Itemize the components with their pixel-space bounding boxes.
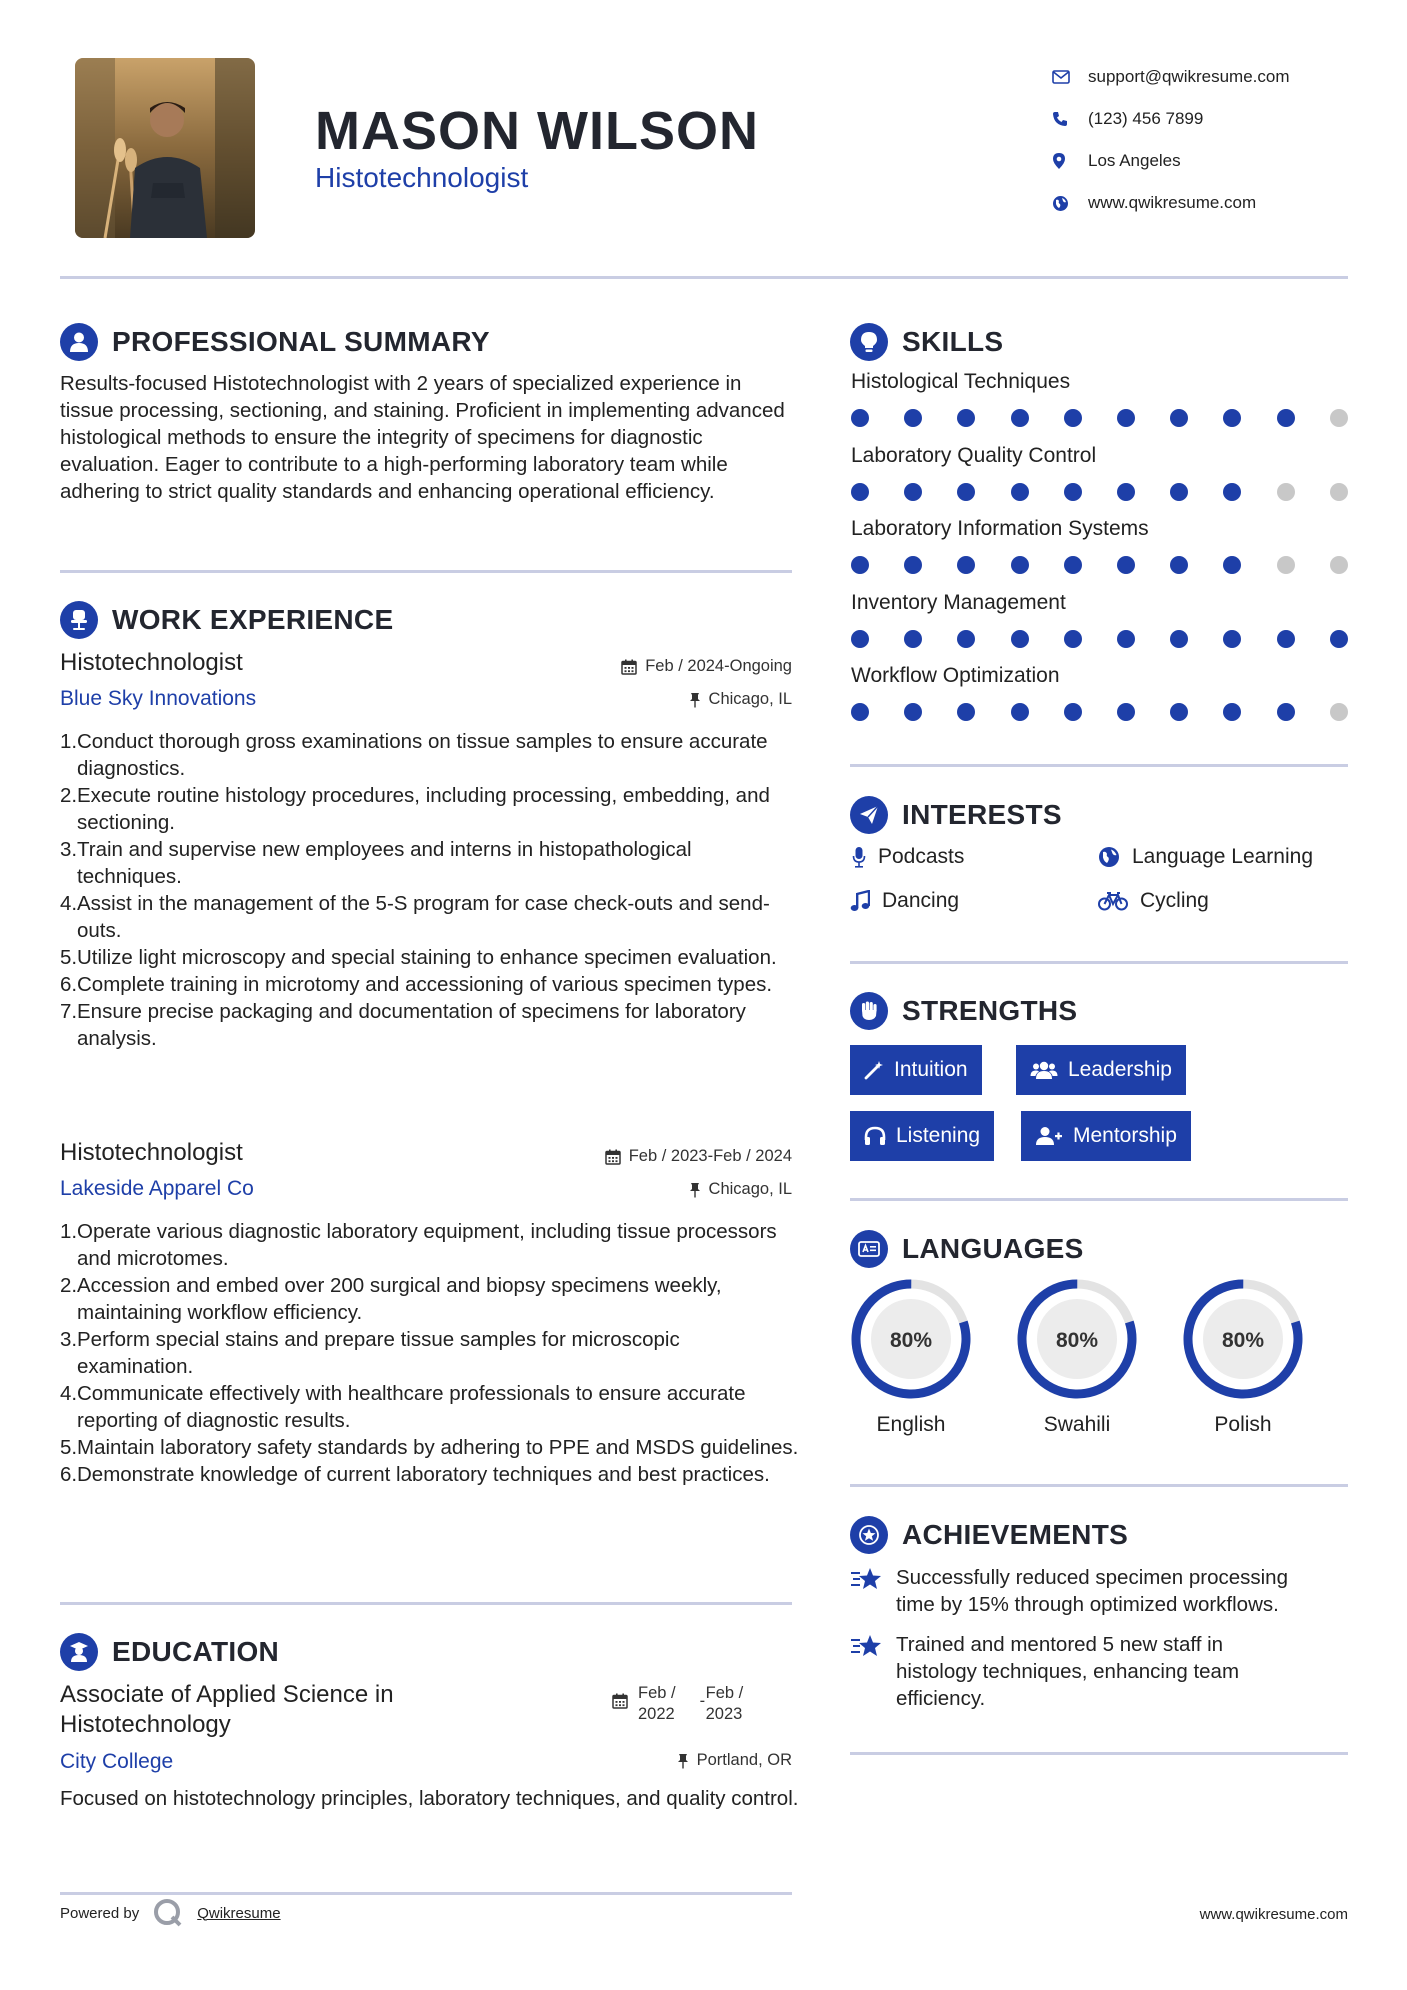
qwikresume-logo-icon xyxy=(153,1898,183,1928)
language-percent: 80% xyxy=(1055,1329,1099,1352)
calendar-icon xyxy=(612,1693,628,1709)
achievement-item-1: Successfully reduced specimen processing time by 15% through optimized workflows. xyxy=(850,1564,1350,1618)
skill-dot-filled xyxy=(1223,409,1241,427)
list-item: Complete training in microtomy and accessioning of various specimen types. xyxy=(77,973,773,996)
pushpin-icon xyxy=(677,1753,689,1769)
skill-dot-filled xyxy=(957,703,975,721)
skill-rating xyxy=(851,556,1348,574)
graduate-icon xyxy=(68,1641,90,1663)
skill-dot-filled xyxy=(1117,483,1135,501)
skill-name: Inventory Management xyxy=(851,590,1066,614)
list-item: Communicate effectively with healthcare professionals to ensure accurate reporting of diagnostic results. xyxy=(77,1382,746,1432)
job-2-company: Lakeside Apparel Co xyxy=(60,1177,254,1200)
user-plus-icon xyxy=(1035,1126,1063,1146)
strengths-divider xyxy=(850,1198,1348,1201)
summary-divider xyxy=(60,570,792,573)
skills-divider xyxy=(850,764,1348,767)
qwikresume-link[interactable]: Qwikresume xyxy=(197,1904,281,1922)
contact-location-text: Los Angeles xyxy=(1088,151,1181,170)
list-item: Maintain laboratory safety standards by adhering to PPE and MSDS guidelines. xyxy=(77,1436,799,1459)
skill-dot-filled xyxy=(1011,409,1029,427)
skill-dot-filled xyxy=(851,556,869,574)
education-dates: Feb / 2022 - Feb / 2023 xyxy=(612,1683,747,1725)
skills-heading: SKILLS xyxy=(850,323,1003,361)
language-percent: 80% xyxy=(889,1329,933,1352)
skill-rating xyxy=(851,409,1348,427)
skill-dot-empty xyxy=(1330,409,1348,427)
job-2-title: Histotechnologist xyxy=(60,1139,243,1166)
education-location: Portland, OR xyxy=(480,1751,792,1770)
skill-dot-empty xyxy=(1277,483,1295,501)
skill-dot-filled xyxy=(1277,409,1295,427)
language-ring xyxy=(1180,1276,1306,1402)
strength-tag-listening: Listening xyxy=(850,1111,994,1161)
users-icon xyxy=(1030,1060,1058,1080)
headphones-icon xyxy=(864,1126,886,1146)
skill-dot-empty xyxy=(1330,556,1348,574)
skill-dot-filled xyxy=(851,409,869,427)
language-ring xyxy=(848,1276,974,1402)
skill-name: Laboratory Information Systems xyxy=(851,517,1149,540)
education-description: Focused on histotechnology principles, laboratory techniques, and quality control. xyxy=(60,1787,799,1810)
skill-dot-filled xyxy=(1170,409,1188,427)
achievements-divider xyxy=(850,1752,1348,1755)
skill-dot-filled xyxy=(1277,630,1295,648)
calendar-icon xyxy=(605,1149,621,1165)
star-badge-icon xyxy=(858,1524,880,1546)
powered-by: Powered by Qwikresume xyxy=(60,1898,281,1928)
language-name: English xyxy=(876,1413,946,1436)
skill-dot-filled xyxy=(1064,556,1082,574)
skill-dot-filled xyxy=(904,409,922,427)
magic-wand-icon xyxy=(864,1060,884,1080)
skill-dot-filled xyxy=(957,409,975,427)
experience-divider xyxy=(60,1602,792,1605)
contact-website[interactable] xyxy=(1050,182,1380,224)
list-item: Utilize light microscopy and special staining to enhance specimen evaluation. xyxy=(77,946,777,969)
summary-heading: PROFESSIONAL SUMMARY xyxy=(60,323,490,361)
strength-tag-leadership: Leadership xyxy=(1016,1045,1186,1095)
candidate-name: MASON WILSON xyxy=(315,101,759,161)
strengths-heading: STRENGTHS xyxy=(850,992,1077,1030)
achievements-heading: ACHIEVEMENTS xyxy=(850,1516,1128,1554)
skill-name: Histological Techniques xyxy=(851,370,1071,393)
languages-heading: LANGUAGES xyxy=(850,1230,1084,1268)
job-2-bullets xyxy=(60,1218,800,1488)
job-1-location: Chicago, IL xyxy=(480,690,792,709)
list-item: Accession and embed over 200 surgical and biopsy specimens weekly, maintaining workflow efficiency. xyxy=(77,1274,722,1324)
contact-email[interactable] xyxy=(1050,56,1380,98)
skill-dot-filled xyxy=(851,483,869,501)
skill-dot-filled xyxy=(1064,409,1082,427)
phone-icon xyxy=(1052,111,1068,127)
achievement-item-2: Trained and mentored 5 new staff in histology techniques, enhancing team efficiency. xyxy=(850,1631,1350,1712)
footer-divider xyxy=(60,1892,792,1895)
skill-dot-filled xyxy=(1064,483,1082,501)
skill-rating xyxy=(851,703,1348,721)
skill-dot-filled xyxy=(1011,556,1029,574)
bicycle-icon xyxy=(1098,891,1128,911)
pushpin-icon xyxy=(689,1182,701,1198)
skill-dot-filled xyxy=(851,703,869,721)
candidate-title: Histotechnologist xyxy=(315,162,529,193)
skill-dot-filled xyxy=(904,630,922,648)
job-2-dates: Feb / 2023-Feb / 2024 xyxy=(480,1147,792,1166)
list-item: Conduct thorough gross examinations on tissue samples to ensure accurate diagnostics. xyxy=(77,730,768,780)
globe-icon xyxy=(1098,846,1120,868)
skill-dot-filled xyxy=(1277,703,1295,721)
skill-dot-filled xyxy=(1011,630,1029,648)
skill-name: Workflow Optimization xyxy=(851,664,1060,687)
interests-heading: INTERESTS xyxy=(850,796,1062,834)
lightbulb-icon xyxy=(860,331,878,353)
language-percent: 80% xyxy=(1221,1329,1265,1352)
interest-cycling: Cycling xyxy=(1098,889,1209,913)
profile-photo xyxy=(75,58,255,238)
header-divider xyxy=(60,276,1348,279)
skill-dot-filled xyxy=(904,483,922,501)
contact-phone-text: (123) 456 7899 xyxy=(1088,109,1204,128)
fist-icon xyxy=(859,1000,879,1022)
music-note-icon xyxy=(850,890,870,912)
skill-rating xyxy=(851,483,1348,501)
list-item: Assist in the management of the 5-S program for case check-outs and send-outs. xyxy=(77,892,770,942)
footer-site-link[interactable]: www.qwikresume.com xyxy=(1199,1906,1348,1923)
job-1-title: Histotechnologist xyxy=(60,649,243,676)
paper-plane-icon xyxy=(859,805,879,825)
map-pin-icon xyxy=(1052,152,1066,170)
skill-dot-empty xyxy=(1330,703,1348,721)
list-item: Operate various diagnostic laboratory equipment, including tissue processors and microtomes. xyxy=(77,1220,777,1270)
skill-dot-filled xyxy=(957,483,975,501)
skill-dot-filled xyxy=(1117,409,1135,427)
summary-text: Results-focused Histotechnologist with 2 years of specialized experience in tissue processing, sectioning, and staining. Proficient in implementing advanced histological methods to ensure the integrity of specimens for diagnostic evaluation. Eager to contribute to a high-performing laboratory team while adhering to strict quality standards and enhancing operational efficiency. xyxy=(60,372,785,503)
skill-dot-filled xyxy=(1011,483,1029,501)
strength-tag-mentorship: Mentorship xyxy=(1021,1111,1191,1161)
skill-dot-filled xyxy=(1223,630,1241,648)
language-name: Polish xyxy=(1214,1413,1272,1436)
interest-dancing: Dancing xyxy=(850,889,959,913)
interest-podcasts: Podcasts xyxy=(852,845,964,869)
list-item: Perform special stains and prepare tissue samples for microscopic examination. xyxy=(77,1328,680,1378)
skill-rating xyxy=(851,630,1348,648)
list-item: Ensure precise packaging and documentation of specimens for laboratory analysis. xyxy=(77,1000,746,1050)
skill-name: Laboratory Quality Control xyxy=(851,443,1097,467)
skill-dot-filled xyxy=(1064,630,1082,648)
skill-dot-empty xyxy=(1277,556,1295,574)
language-gauge xyxy=(1014,1276,1140,1407)
contact-list xyxy=(1050,56,1380,224)
language-card-icon xyxy=(858,1240,880,1258)
skill-dot-filled xyxy=(1170,483,1188,501)
education-heading: EDUCATION xyxy=(60,1633,279,1671)
user-icon xyxy=(69,331,89,353)
skill-dot-filled xyxy=(1223,483,1241,501)
language-name: Swahili xyxy=(1043,1413,1111,1436)
skill-dot-filled xyxy=(1011,703,1029,721)
skill-dot-filled xyxy=(1223,556,1241,574)
skill-dot-filled xyxy=(1330,630,1348,648)
interests-divider xyxy=(850,961,1348,964)
contact-phone[interactable] xyxy=(1050,98,1380,140)
list-item: Demonstrate knowledge of current laboratory techniques and best practices. xyxy=(77,1463,770,1486)
envelope-icon xyxy=(1052,70,1070,84)
job-1-dates: Feb / 2024-Ongoing xyxy=(480,657,792,676)
language-ring xyxy=(1014,1276,1140,1402)
job-2-location: Chicago, IL xyxy=(480,1180,792,1199)
skill-dot-filled xyxy=(904,703,922,721)
skill-dot-filled xyxy=(1117,556,1135,574)
contact-location xyxy=(1050,140,1380,182)
shooting-star-icon xyxy=(850,1633,884,1659)
skill-dot-filled xyxy=(957,630,975,648)
job-1-company: Blue Sky Innovations xyxy=(60,687,257,710)
skill-dot-filled xyxy=(1170,556,1188,574)
education-school: City College xyxy=(60,1750,174,1773)
skill-dot-filled xyxy=(1064,703,1082,721)
contact-email-text: support@qwikresume.com xyxy=(1088,67,1290,86)
skill-dot-filled xyxy=(1117,630,1135,648)
shooting-star-icon xyxy=(850,1566,884,1592)
education-degree: Associate of Applied Science in Histotechnology xyxy=(60,1681,394,1738)
chair-icon xyxy=(69,609,89,631)
language-gauge xyxy=(1180,1276,1306,1407)
list-item: Train and supervise new employees and interns in histopathological techniques. xyxy=(77,838,692,888)
globe-icon xyxy=(1052,195,1069,212)
skill-dot-filled xyxy=(851,630,869,648)
skill-dot-filled xyxy=(1223,703,1241,721)
calendar-icon xyxy=(621,659,637,675)
pushpin-icon xyxy=(689,692,701,708)
skill-dot-filled xyxy=(957,556,975,574)
skill-dot-filled xyxy=(1170,630,1188,648)
list-item: Execute routine histology procedures, including processing, embedding, and sectioning. xyxy=(77,784,770,834)
interest-language-learning: Language Learning xyxy=(1098,845,1313,869)
language-gauge xyxy=(848,1276,974,1407)
skill-dot-filled xyxy=(1170,703,1188,721)
skill-dot-filled xyxy=(1117,703,1135,721)
contact-website-text: www.qwikresume.com xyxy=(1088,193,1257,212)
job-1-bullets xyxy=(60,728,800,1052)
microphone-icon xyxy=(852,846,866,868)
languages-divider xyxy=(850,1484,1348,1487)
strength-tag-intuition: Intuition xyxy=(850,1045,982,1095)
experience-heading: WORK EXPERIENCE xyxy=(60,601,393,639)
skill-dot-empty xyxy=(1330,483,1348,501)
skill-dot-filled xyxy=(904,556,922,574)
